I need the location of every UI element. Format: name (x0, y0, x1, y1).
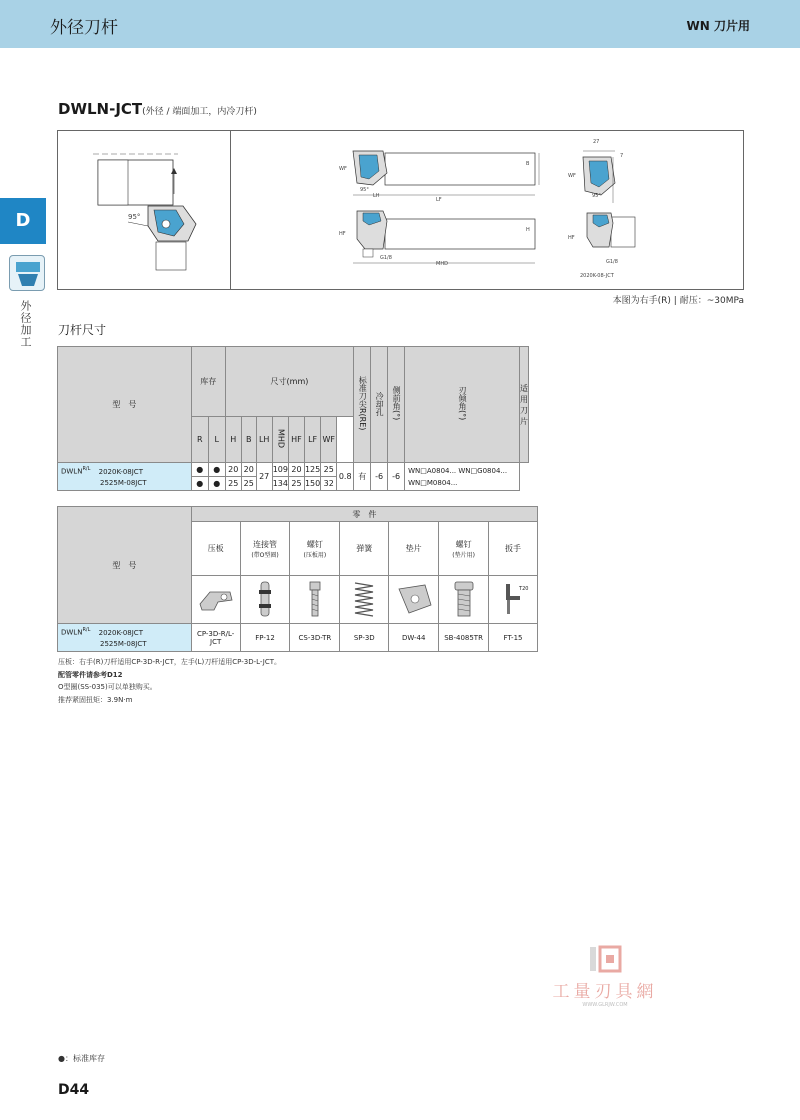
dim-hf: 20 (288, 463, 304, 477)
dimensions-table (57, 346, 529, 491)
side-rake-header: 侧前角(°) (392, 386, 402, 421)
clamp-header: 压板 (191, 522, 240, 576)
model-code: 2525M-08JCT (100, 639, 147, 648)
dim-h: 20 (225, 463, 241, 477)
angle-label-2: 95° (360, 187, 369, 193)
section-title: 刀杆尺寸 (58, 323, 107, 337)
coolant-header: 冷却孔 (375, 391, 385, 416)
h-header: H (225, 417, 241, 463)
re-header: 标准刀尖R(RE) (358, 376, 368, 431)
detail-view-drawing (573, 143, 643, 271)
insert-line: WN□A0804... WN□G0804... (408, 466, 508, 475)
lf-header: LF (304, 417, 320, 463)
family-sup: R/L (82, 466, 91, 473)
screw-header (290, 522, 340, 576)
page-number: D44 (58, 1082, 90, 1098)
tool-thumbnail-icon (9, 255, 45, 291)
screw-icon (290, 576, 340, 624)
insert-line: WN□M0804... (408, 478, 458, 487)
hf-label: HF (339, 231, 346, 237)
technical-drawing (57, 130, 744, 290)
stock-l: ● (208, 477, 225, 491)
model-code: 2020K-08JCT (98, 467, 143, 476)
product-title (58, 100, 257, 118)
hf-header: HF (288, 417, 304, 463)
b-label: B (526, 161, 530, 167)
shim-value: DW-44 (389, 624, 439, 652)
insert-header: 适用刀片 (520, 347, 529, 463)
coolant-hole: 有 (354, 463, 371, 491)
shim-screw-sub-label: (垫片用) (452, 551, 475, 559)
pipe-icon (240, 576, 290, 624)
h-label: H (526, 227, 530, 233)
inclination-header: 刃倾角(°) (458, 386, 468, 421)
note-line: 推荐紧固扭矩：3.9N·m (58, 695, 133, 704)
lh-header: LH (256, 417, 272, 463)
shim-screw-header (439, 522, 489, 576)
stock-l: ● (208, 463, 225, 477)
clamp-icon (191, 576, 240, 624)
header-category: WN 刀片用 (686, 19, 750, 33)
watermark-logo-icon (586, 945, 624, 973)
dim-7-label: 7 (620, 153, 624, 159)
drawing-model-ref: 2020K-08-JCT (580, 273, 614, 279)
spring-header: 弹簧 (340, 522, 389, 576)
wrench-icon (489, 576, 538, 624)
spring-icon (340, 576, 389, 624)
shim-screw-icon (439, 576, 489, 624)
inclination: -6 (388, 463, 405, 491)
page-header (0, 0, 800, 48)
spring-value: SP-3D (340, 624, 389, 652)
lf-label: LF (436, 197, 442, 203)
screw-value: CS-3D-TR (290, 624, 340, 652)
model-header: 型 号 (58, 347, 192, 463)
mhd-label: MHD (436, 261, 448, 267)
table-row (58, 463, 529, 477)
stock-r: ● (191, 463, 208, 477)
product-code: DWLN-JCT (58, 100, 143, 118)
side-section-label: 外径加工 (19, 300, 32, 348)
g18-label: G1/8 (380, 255, 392, 261)
hf-label-detail: HF (568, 235, 575, 241)
drawing-note: 本图为右手(R) | 耐压：~30MPa (612, 296, 744, 306)
side-rake: -6 (371, 463, 388, 491)
model-cell (58, 463, 192, 491)
model-code: 2020K-08JCT (98, 628, 143, 637)
note-line: O型圈(SS-035)可以单独购买。 (58, 683, 157, 691)
pipe-header (240, 522, 290, 576)
shim-icon (389, 576, 439, 624)
dim-hf: 25 (288, 477, 304, 491)
shim-screw-label: 螺钉 (455, 539, 472, 549)
screw-sub-label: (压板用) (303, 551, 327, 559)
watermark-text: 工量刃具網 (552, 982, 658, 1002)
nose-radius: 0.8 (337, 463, 354, 491)
applicable-inserts (405, 463, 520, 491)
watermark (540, 945, 670, 1015)
watermark-url: WWW.GLRJW.COM (582, 1002, 628, 1008)
mhd-header: MHD (276, 428, 286, 449)
dim-mhd: 134 (272, 477, 288, 491)
stock-r: ● (191, 477, 208, 491)
family-sup: R/L (82, 627, 91, 634)
shim-header: 垫片 (389, 522, 439, 576)
stock-legend: ●：标准库存 (58, 1054, 105, 1063)
angle-label-3: 95° (592, 193, 601, 199)
pipe-label: 连接管 (253, 539, 278, 549)
dim-lf: 125 (304, 463, 320, 477)
section-tab-d[interactable]: D (0, 198, 46, 244)
drawing-divider (230, 131, 231, 289)
stock-header: 库存 (191, 347, 225, 417)
lh-label: LH (373, 193, 380, 199)
machining-illustration (88, 146, 218, 276)
wrench-value: FT-15 (489, 624, 538, 652)
dims-header: 尺寸(mm) (225, 347, 353, 417)
angle-label: 95° (128, 213, 141, 221)
dim-b: 20 (241, 463, 256, 477)
parts-model-cell (58, 624, 192, 652)
model-code: 2525M-08JCT (100, 478, 147, 487)
shim-screw-value: SB-4085TR (439, 624, 489, 652)
dim-wf: 32 (321, 477, 337, 491)
parts-header: 零 件 (191, 507, 537, 522)
dim-h: 25 (225, 477, 241, 491)
g18-label-detail: G1/8 (606, 259, 618, 265)
parts-model-header: 型 号 (58, 507, 192, 624)
table-row (58, 624, 538, 652)
r-header: R (191, 417, 208, 463)
dim-wf: 25 (321, 463, 337, 477)
family-name: DWLN (61, 467, 83, 476)
wrench-header: 扳手 (489, 522, 538, 576)
dim-lf: 150 (304, 477, 320, 491)
parts-table (57, 506, 538, 652)
dim-lh: 27 (256, 463, 272, 491)
wf-header: WF (321, 417, 337, 463)
dim-mhd: 109 (272, 463, 288, 477)
header-title: 外径刀杆 (50, 18, 118, 38)
note-line: 压板：右手(R)刀杆适用CP-3D-R-JCT，左手(L)刀杆适用CP-3D-L-JCT。 (58, 658, 282, 666)
clamp-value: CP-3D-R/L-JCT (191, 624, 240, 652)
dim-b: 25 (241, 477, 256, 491)
note-line: 配管零件请参考D12 (58, 670, 123, 679)
notes (58, 656, 281, 706)
product-subtitle: (外径 / 端面加工，内冷刀杆) (142, 107, 257, 117)
l-header: L (208, 417, 225, 463)
pipe-value: FP-12 (240, 624, 290, 652)
wrench-size: T20 (519, 586, 529, 592)
screw-label: 螺钉 (306, 539, 323, 549)
wf-label-detail: WF (568, 173, 576, 179)
wf-label: WF (339, 166, 347, 172)
b-header: B (241, 417, 256, 463)
family-name: DWLN (61, 628, 83, 637)
dim-27-label: 27 (593, 139, 600, 145)
pipe-sub-label: (带O型圈) (251, 551, 279, 559)
